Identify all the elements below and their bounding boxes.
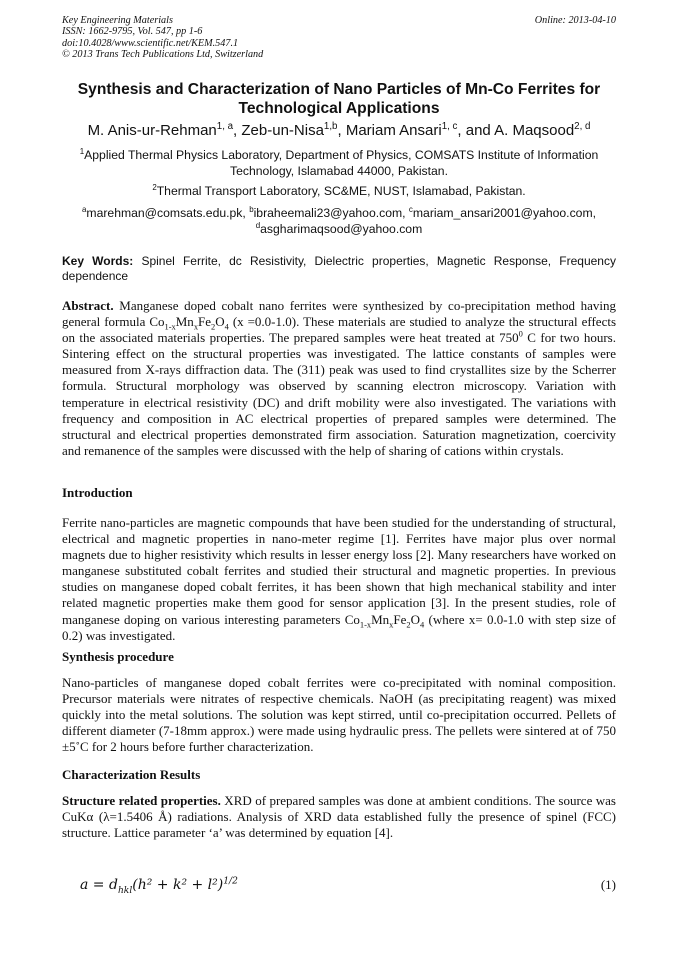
intro-text: (where x= 0.0-1.0 with step size of 0.2) was investigated.: [62, 611, 616, 643]
email-sup: c: [408, 204, 413, 214]
online-date: Online: 2013-04-10: [534, 15, 616, 26]
abstract-text: O: [215, 314, 225, 330]
email-sup: a: [82, 204, 87, 214]
formula-sub: 1-x: [164, 321, 176, 332]
abstract-text: C for two hours. Sintering effect on the structural properties was investigated. The lattice constants of samples were measured from X-rays diffraction data. The (311) peak was used to find crystallites size by the Scherrer formula. Structural morphology was observed by scanning electron microscopy. Variation with temperature in electrical resistivity (DC) and drift mobility were also investigated. The variations with frequency and composition in AC electrical properties of prepared samples were determined. The structural and electrical properties demonstrated firm association. Saturation magnetization, coercivity and remanence of the samples were discussed with the help of sharing of cations within crystals.: [62, 330, 616, 458]
email-link[interactable]: mariam_ansari2001@yahoo.com,: [412, 206, 596, 220]
intro-text: O: [410, 611, 420, 627]
affiliation-1: [62, 148, 616, 179]
synthesis-paragraph: Nano-particles of manganese doped cobalt ferrites were co-precipitated with nominal composition. Precursor materials were nitrates of respective chemicals. NaOH (as precipitating reagent) was mixed quickly into the metal solutions. The solution was kept stirred, until co-precipitation occurred. Pellets of different diameter (7-18mm approx.) were made using hydraulic press. The pellets were sintered at of 750 ±5˚C for 2 hours before further characterization.: [62, 675, 616, 755]
email-sup: b: [249, 204, 254, 214]
intro-text: Fe: [393, 611, 407, 627]
formula-sub: 1-x: [359, 619, 372, 630]
abstract-text: Mn: [175, 314, 194, 330]
author-affil-sup: 1, a: [216, 121, 234, 132]
author-name: A. Maqsood: [494, 122, 575, 139]
formula-sub: 4: [224, 321, 229, 332]
issn-line: ISSN: 1662-9795, Vol. 547, pp 1-6: [62, 26, 203, 38]
email-link[interactable]: ibraheemali23@yahoo.com,: [253, 206, 406, 220]
author-name: M. Anis-ur-Rehman: [87, 122, 217, 139]
introduction-heading: Introduction: [62, 485, 133, 500]
characterization-heading: Characterization Results: [62, 767, 201, 782]
equation-sub: hkl: [117, 885, 133, 896]
author-name: Mariam Ansari: [345, 122, 442, 139]
copyright-line: © 2013 Trans Tech Publications Ltd, Switzerland: [62, 49, 264, 61]
equation-exp: 1/2: [223, 876, 238, 887]
affiliation-sup: 2: [152, 182, 157, 192]
introduction-paragraph: [62, 515, 616, 644]
intro-text: Ferrite nano-particles are magnetic compounds that have been studied for the understanding of structural, electrical and magnetic properties in nano-meter regime [1]. Ferrites have major plus over normal magnets due to higher resistivity which results in lesser energy loss [2]. Many researchers have worked on manganese substituted cobalt ferrites and studied their structural and magnetic properties. In previous studies on manganese doped cobalt ferrites, it has been shown that high mechanical stability and inter related magnetic properties make them good for sensor application [3]. In the present studies, role of manganese doping on various interesting parameters Co: [62, 515, 616, 627]
formula-sub: x: [389, 619, 394, 630]
affiliation-sup: 1: [79, 146, 85, 156]
formula-sub: x: [193, 321, 199, 332]
author-separator: , and: [457, 122, 495, 139]
author-separator: ,: [337, 122, 346, 139]
author-affil-sup: 2, d: [574, 121, 591, 132]
affiliation-text: Applied Thermal Physics Laboratory, Department of Physics, COMSATS Institute of Information Technology, Islamabad 44000, Pakistan.: [84, 148, 599, 178]
author-affil-sup: 1,b: [323, 121, 338, 132]
keywords-text: Spinel Ferrite, dc Resistivity, Dielectric properties, Magnetic Response, Frequency dependence: [62, 254, 616, 283]
affiliation-text: Thermal Transport Laboratory, SC&ME, NUST, Islamabad, Pakistan.: [156, 184, 526, 198]
equation-rhs: (h² + k² + l²): [132, 877, 224, 893]
keywords-label: Key Words:: [62, 254, 134, 268]
author-separator: ,: [233, 122, 242, 139]
intro-text: Mn: [371, 611, 390, 627]
journal-name: Key Engineering Materials: [62, 15, 173, 26]
email-list: [62, 206, 616, 237]
formula-sub: 4: [420, 619, 425, 630]
paper-title: Synthesis and Characterization of Nano Particles of Mn-Co Ferrites for Technological Applications: [77, 81, 601, 117]
abstract-label: Abstract.: [62, 298, 114, 313]
author-name: Zeb-un-Nisa: [241, 122, 324, 139]
author-list: [40, 122, 638, 140]
abstract-text: (x =0.0-1.0). These materials are studied to analyze the structural effects on the associated materials properties. The prepared samples were heat treated at 750: [62, 314, 617, 346]
author-affil-sup: 1, c: [441, 121, 458, 132]
email-link[interactable]: asgharimaqsood@yahoo.com: [260, 221, 423, 236]
formula-sub: 2: [406, 619, 411, 630]
equation-number: (1): [600, 877, 616, 892]
structure-paragraph: [62, 793, 616, 841]
abstract-text: Fe: [198, 314, 212, 330]
structure-text: XRD of prepared samples was done at ambient conditions. The source was CuKα (λ=1.5406 Å) radiations. Analysis of XRD data established fully the presence of spinel (FCC) structure. Lattice parameter ‘a’ was determined by equation [4].: [62, 793, 616, 841]
equation-1: [80, 876, 616, 895]
structure-label: Structure related properties.: [62, 793, 221, 808]
degree-sup: 0: [518, 328, 523, 339]
synthesis-heading: Synthesis procedure: [62, 649, 174, 664]
email-sup: d: [255, 220, 261, 230]
equation-lhs: a = d: [80, 877, 118, 893]
affiliation-2: [62, 184, 616, 200]
abstract-text: Manganese doped cobalt nano ferrites were synthesized by co-precipitation method having general formula Co: [62, 298, 616, 330]
formula-sub: 2: [211, 321, 216, 332]
journal-header: [62, 15, 616, 61]
doi-line[interactable]: doi:10.4028/www.scientific.net/KEM.547.1: [62, 37, 239, 49]
keywords: [62, 254, 616, 284]
abstract: [62, 298, 616, 459]
email-link[interactable]: marehman@comsats.edu.pk,: [86, 206, 246, 220]
